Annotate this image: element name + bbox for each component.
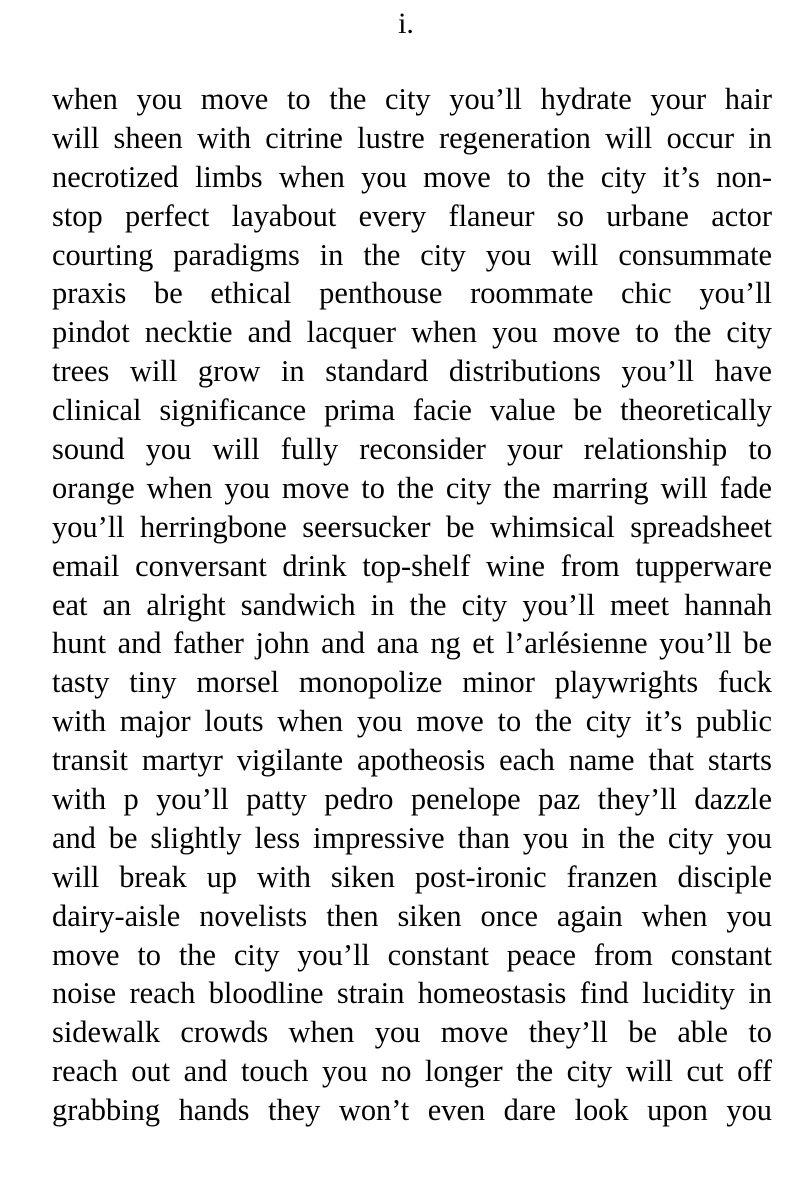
section-number: i. xyxy=(398,7,414,40)
poem-line: praxis be ethical penthouse roommate chic you’ll xyxy=(52,276,772,311)
poem-line: necrotized limbs when you move to the city it’s non- xyxy=(52,159,772,194)
poem-line: grabbing hands they won’t even dare look upon you xyxy=(52,1093,772,1128)
poem-line: stop perfect layabout every flaneur so urbane actor xyxy=(52,198,772,233)
poem-line: you’ll herringbone seersucker be whimsical spreadsheet xyxy=(52,509,772,544)
poem-line: tasty tiny morsel monopolize minor playwrights fuck xyxy=(52,665,772,700)
poem-line: sidewalk crowds when you move they’ll be able to xyxy=(52,1015,772,1050)
poem-line: dairy-aisle novelists then siken once again when you xyxy=(52,898,772,933)
poem-line: noise reach bloodline strain homeostasis find lucidity in xyxy=(52,976,772,1011)
poem-line: clinical significance prima facie value be theoretically xyxy=(52,393,772,428)
poem-line: email conversant drink top-shelf wine from tupperware xyxy=(52,548,772,583)
poem-line: orange when you move to the city the marring will fade xyxy=(52,470,772,505)
poem-line: with p you’ll patty pedro penelope paz they’ll dazzle xyxy=(52,782,772,817)
poem-line: transit martyr vigilante apotheosis each name that starts xyxy=(52,743,772,778)
poem-line: and be slightly less impressive than you in the city you xyxy=(52,820,772,855)
poem-line: courting paradigms in the city you will consummate xyxy=(52,237,772,272)
poem-line: will break up with siken post-ironic franzen disciple xyxy=(52,859,772,894)
poem-line: move to the city you’ll constant peace from constant xyxy=(52,937,772,972)
poem-line: trees will grow in standard distributions you’ll have xyxy=(52,354,772,389)
poem-line: eat an alright sandwich in the city you’ll meet hannah xyxy=(52,587,772,622)
poem-line: sound you will fully reconsider your relationship to xyxy=(52,432,772,467)
poem-line: when you move to the city you’ll hydrate your hair xyxy=(52,82,772,116)
poem-line: reach out and touch you no longer the city will cut off xyxy=(52,1054,772,1089)
poem-line: pindot necktie and lacquer when you move to the city xyxy=(52,315,772,350)
poem-body xyxy=(52,80,772,1130)
poem-line: hunt and father john and ana ng et l’arlésienne you’ll be xyxy=(52,626,772,661)
poem-line: with major louts when you move to the city it’s public xyxy=(52,704,772,739)
poem-line: will sheen with citrine lustre regeneration will occur in xyxy=(52,120,772,155)
